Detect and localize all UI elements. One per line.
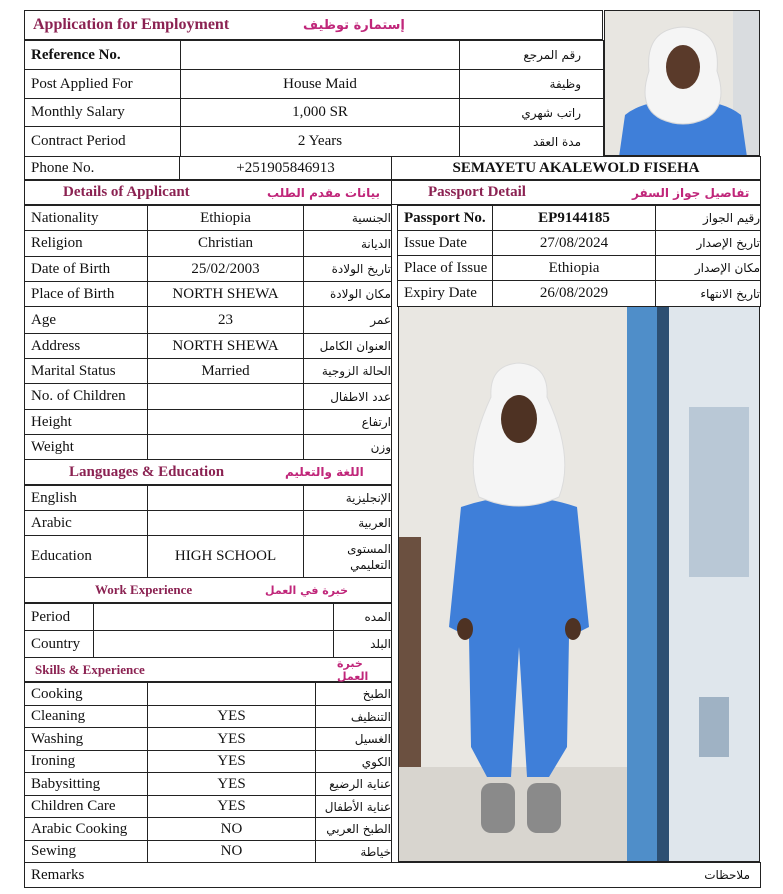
top-row-label-ar: مدة العقد bbox=[459, 126, 604, 157]
work-row-value bbox=[93, 603, 334, 631]
details-row-label: Date of Birth bbox=[24, 256, 148, 282]
work-row-label: Period bbox=[24, 603, 94, 631]
details-row-label-ar: عمر bbox=[303, 306, 392, 334]
languages-row-label-ar: المستوى التعليمي bbox=[303, 535, 392, 578]
passport-section-header bbox=[391, 180, 761, 205]
details-row-value: Christian bbox=[147, 230, 304, 257]
details-row-value: NORTH SHEWA bbox=[147, 333, 304, 359]
details-row-label-ar: تاريخ الولادة bbox=[303, 256, 392, 282]
skills-row-label: Cooking bbox=[24, 682, 148, 706]
details-title-ar: بيانات مقدم الطلب bbox=[267, 185, 381, 200]
languages-row-label: English bbox=[24, 485, 148, 511]
skills-row-value: NO bbox=[147, 817, 316, 841]
work-row-label-ar: المده bbox=[333, 603, 392, 631]
work-row-value bbox=[93, 630, 334, 658]
languages-row-label: Education bbox=[24, 535, 148, 578]
remarks-row bbox=[24, 862, 761, 888]
skills-row-label: Sewing bbox=[24, 840, 148, 863]
skills-row-label-ar: الغسيل bbox=[315, 727, 392, 751]
passport-title-ar: تفاصيل جواز السفر bbox=[632, 185, 750, 200]
top-row-value: 1,000 SR bbox=[180, 98, 460, 127]
passport-row-value: 26/08/2029 bbox=[492, 280, 656, 307]
top-row-value bbox=[180, 40, 460, 70]
top-row-label-ar: وظيفة bbox=[459, 69, 604, 99]
skills-row-label-ar: التنظيف bbox=[315, 705, 392, 728]
form-title-bar bbox=[24, 10, 603, 40]
skills-row-label-ar: عناية الرضيع bbox=[315, 772, 392, 796]
work-title-ar: خبرة في العمل bbox=[265, 583, 349, 597]
phone-value: +251905846913 bbox=[179, 156, 392, 180]
skills-row-label: Babysitting bbox=[24, 772, 148, 796]
full-body-photo bbox=[398, 306, 760, 862]
passport-row-label-ar: تاريخ الإصدار bbox=[655, 230, 761, 256]
details-row-label-ar: الحالة الزوجية bbox=[303, 358, 392, 384]
languages-row-label-ar: الإنجليزية bbox=[303, 485, 392, 511]
passport-row-label-ar: تاريخ الانتهاء bbox=[655, 280, 761, 307]
details-row-value bbox=[147, 434, 304, 460]
portrait-photo bbox=[604, 10, 760, 156]
details-row-label: Religion bbox=[24, 230, 148, 257]
passport-row-label-ar: مكان الإصدار bbox=[655, 255, 761, 281]
details-row-label: Address bbox=[24, 333, 148, 359]
skills-row-value bbox=[147, 682, 316, 706]
skills-row-label: Cleaning bbox=[24, 705, 148, 728]
top-row-label: Monthly Salary bbox=[24, 98, 181, 127]
details-row-value: NORTH SHEWA bbox=[147, 281, 304, 307]
top-row-value: House Maid bbox=[180, 69, 460, 99]
details-row-label-ar: وزن bbox=[303, 434, 392, 460]
details-row-label-ar: عدد الاطفال bbox=[303, 383, 392, 410]
skills-row-label-ar: الكوي bbox=[315, 750, 392, 773]
form-title-ar: إستمارة توظيف bbox=[303, 17, 405, 33]
skills-row-value: YES bbox=[147, 772, 316, 796]
passport-row-value: EP9144185 bbox=[492, 205, 656, 231]
skills-row-label-ar: الطبخ العربي bbox=[315, 817, 392, 841]
details-row-value: 25/02/2003 bbox=[147, 256, 304, 282]
top-row-label-ar: رقم المرجع bbox=[459, 40, 604, 70]
details-row-label: Place of Birth bbox=[24, 281, 148, 307]
details-section-header bbox=[24, 180, 392, 205]
skills-row-label: Children Care bbox=[24, 795, 148, 818]
skills-title-ar: خبرة العمل bbox=[337, 656, 369, 683]
details-row-value: Ethiopia bbox=[147, 205, 304, 231]
details-row-label: Weight bbox=[24, 434, 148, 460]
passport-row-label: Issue Date bbox=[397, 230, 493, 256]
skills-row-value: YES bbox=[147, 750, 316, 773]
form-title-en: Application for Employment bbox=[33, 16, 230, 33]
applicant-name: SEMAYETU AKALEWOLD FISEHA bbox=[391, 156, 761, 180]
languages-row-label: Arabic bbox=[24, 510, 148, 536]
remarks-label-ar: ملاحظات bbox=[704, 868, 750, 882]
skills-row-value: YES bbox=[147, 795, 316, 818]
skills-row-label: Arabic Cooking bbox=[24, 817, 148, 841]
languages-title-ar: اللغة والتعليم bbox=[285, 465, 364, 479]
skills-row-value: NO bbox=[147, 840, 316, 863]
skills-title-en: Skills & Experience bbox=[35, 661, 145, 677]
details-row-label-ar: الجنسية bbox=[303, 205, 392, 231]
details-row-label-ar: ارتفاع bbox=[303, 409, 392, 435]
details-row-value: 23 bbox=[147, 306, 304, 334]
skills-row-value: YES bbox=[147, 727, 316, 751]
top-row-value: 2 Years bbox=[180, 126, 460, 157]
details-row-label: No. of Children bbox=[24, 383, 148, 410]
passport-row-value: 27/08/2024 bbox=[492, 230, 656, 256]
skills-row-label-ar: عناية الأطفال bbox=[315, 795, 392, 818]
passport-row-value: Ethiopia bbox=[492, 255, 656, 281]
top-row-label: Post Applied For bbox=[24, 69, 181, 99]
details-row-value bbox=[147, 383, 304, 410]
skills-row-label-ar: خياطة bbox=[315, 840, 392, 863]
languages-row-value: HIGH SCHOOL bbox=[147, 535, 304, 578]
details-row-value: Married bbox=[147, 358, 304, 384]
passport-row-label: Passport No. bbox=[397, 205, 493, 231]
skills-row-label: Washing bbox=[24, 727, 148, 751]
skills-row-label-ar: الطبخ bbox=[315, 682, 392, 706]
details-row-label: Age bbox=[24, 306, 148, 334]
top-row-label-ar: راتب شهري bbox=[459, 98, 604, 127]
work-section-header bbox=[24, 577, 392, 603]
passport-row-label-ar: رقيم الجواز bbox=[655, 205, 761, 231]
work-row-label-ar: البلد bbox=[333, 630, 392, 658]
work-row-label: Country bbox=[24, 630, 94, 658]
details-title-en: Details of Applicant bbox=[63, 184, 190, 200]
passport-title-en: Passport Detail bbox=[428, 184, 526, 200]
languages-row-value bbox=[147, 510, 304, 536]
phone-label: Phone No. bbox=[24, 156, 180, 180]
skills-section-header bbox=[24, 657, 392, 682]
languages-row-value bbox=[147, 485, 304, 511]
languages-section-header bbox=[24, 459, 392, 485]
remarks-label: Remarks bbox=[31, 866, 85, 883]
passport-row-label: Place of Issue bbox=[397, 255, 493, 281]
skills-row-label: Ironing bbox=[24, 750, 148, 773]
skills-row-value: YES bbox=[147, 705, 316, 728]
details-row-value bbox=[147, 409, 304, 435]
passport-row-label: Expiry Date bbox=[397, 280, 493, 307]
top-row-label: Contract Period bbox=[24, 126, 181, 157]
languages-title-en: Languages & Education bbox=[69, 463, 225, 480]
top-row-label: Reference No. bbox=[24, 40, 181, 70]
details-row-label-ar: الديانة bbox=[303, 230, 392, 257]
details-row-label-ar: مكان الولادة bbox=[303, 281, 392, 307]
details-row-label: Nationality bbox=[24, 205, 148, 231]
details-row-label: Marital Status bbox=[24, 358, 148, 384]
details-row-label: Height bbox=[24, 409, 148, 435]
details-row-label-ar: العنوان الكامل bbox=[303, 333, 392, 359]
work-title-en: Work Experience bbox=[95, 582, 193, 597]
languages-row-label-ar: العربية bbox=[303, 510, 392, 536]
